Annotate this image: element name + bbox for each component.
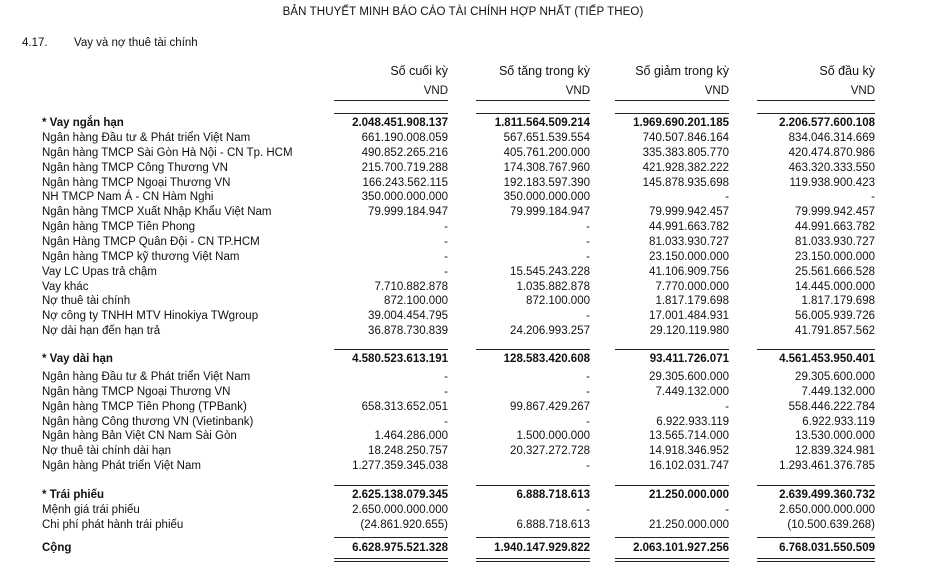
column-header-row: [0, 64, 926, 78]
cell-value: -: [444, 386, 448, 398]
table-row: [0, 400, 926, 414]
table-row: [0, 503, 926, 517]
cell-value: 79.999.942.457: [649, 206, 729, 218]
cell-value: 6.922.933.119: [656, 416, 729, 428]
cell-value: (10.500.639.268): [787, 519, 875, 531]
column-header: Số tăng trong kỳ: [498, 64, 590, 78]
total-double-rule: [615, 561, 729, 562]
table-row: [0, 280, 926, 294]
table-row: [0, 309, 926, 323]
total-double-rule: [334, 558, 448, 559]
cell-value: 23.150.000.000: [649, 251, 729, 263]
cell-value: 145.878.935.698: [642, 177, 729, 189]
cell-value: 740.507.846.164: [642, 132, 729, 144]
cell-value: 12.839.324.981: [795, 445, 875, 457]
cell-value: 872.100.000: [384, 295, 448, 307]
table-row: [0, 415, 926, 429]
table-row-label: Nợ dài hạn đến hạn trả: [42, 325, 161, 337]
total-double-rule: [757, 558, 875, 559]
cell-value: 6.922.933.119: [802, 416, 875, 428]
cell-value: 13.530.000.000: [795, 430, 875, 442]
table-row: [0, 146, 926, 160]
cell-value: 21.250.000.000: [649, 519, 729, 531]
group-top-rule: [334, 113, 448, 114]
table-row-label: Ngân hàng TMCP Xuất Nhập Khẩu Việt Nam: [42, 206, 272, 218]
total-double-rule: [334, 561, 448, 562]
cell-value: 420.474.870.986: [788, 147, 875, 159]
cell-value: 7.710.882.878: [374, 281, 448, 293]
table-row: [0, 294, 926, 308]
group-total-row: [0, 116, 926, 130]
header-underline: [615, 100, 729, 101]
table-row-label: Nợ thuê tài chính: [42, 295, 131, 307]
cell-value: -: [586, 504, 590, 516]
cell-value: 36.878.730.839: [368, 325, 448, 337]
cell-value: -: [444, 266, 448, 278]
cell-value: 25.561.666.528: [795, 266, 875, 278]
cell-value: 18.248.250.757: [368, 445, 448, 457]
group-total-value: 21.250.000.000: [649, 489, 729, 501]
cell-value: 1.293.461.376.785: [779, 460, 875, 472]
cell-value: -: [586, 371, 590, 383]
cell-value: 1.035.882.878: [516, 281, 590, 293]
cell-value: -: [586, 310, 590, 322]
cell-value: 119.938.900.423: [789, 177, 875, 189]
group-total-row-label: * Vay ngắn hạn: [42, 117, 124, 129]
cell-value: 658.313.652.051: [361, 401, 448, 413]
group-total-value: 93.411.726.071: [649, 353, 729, 365]
cell-value: -: [586, 386, 590, 398]
cell-value: 13.565.714.000: [649, 430, 729, 442]
table-row: [0, 518, 926, 532]
cell-value: 558.446.222.784: [788, 401, 875, 413]
section-heading: [22, 37, 198, 49]
grand-total-value: 1.940.147.929.822: [494, 542, 590, 554]
cell-value: -: [586, 460, 590, 472]
cell-value: 99.867.429.267: [510, 401, 590, 413]
table-row: [0, 324, 926, 338]
cell-value: 1.817.179.698: [801, 295, 875, 307]
group-total-value: 1.969.690.201.185: [633, 117, 729, 129]
cell-value: -: [586, 416, 590, 428]
group-total-value: 2.625.138.079.345: [352, 489, 448, 501]
column-unit: VND: [704, 85, 729, 97]
cell-value: 463.320.333.550: [788, 162, 875, 174]
table-row: [0, 250, 926, 264]
cell-value: 79.999.942.457: [795, 206, 875, 218]
group-total-value: 4.561.453.950.401: [779, 353, 875, 365]
table-row-label: Vay khác: [42, 281, 89, 293]
cell-value: 174.308.767.960: [503, 162, 590, 174]
cell-value: 41.106.909.756: [649, 266, 729, 278]
header-underline: [334, 100, 448, 101]
cell-value: 14.445.000.000: [795, 281, 875, 293]
table-row-label: Ngân hàng TMCP Ngoại Thương VN: [42, 386, 231, 398]
total-double-rule: [476, 558, 590, 559]
cell-value: -: [444, 236, 448, 248]
cell-value: 20.327.272.728: [510, 445, 590, 457]
column-unit: VND: [565, 85, 590, 97]
total-double-rule: [615, 558, 729, 559]
cell-value: 17.001.484.931: [649, 310, 729, 322]
table-row-label: Mệnh giá trái phiếu: [42, 504, 140, 516]
cell-value: -: [444, 416, 448, 428]
group-total-value: 4.580.523.613.191: [352, 353, 448, 365]
table-row: [0, 205, 926, 219]
cell-value: -: [871, 191, 875, 203]
total-top-rule: [615, 537, 729, 538]
total-top-rule: [757, 537, 875, 538]
cell-value: 834.046.314.669: [788, 132, 875, 144]
total-double-rule: [476, 561, 590, 562]
group-total-value: 2.206.577.600.108: [779, 117, 875, 129]
table-row: [0, 265, 926, 279]
table-row-label: Ngân hàng Bản Việt CN Nam Sài Gòn: [42, 430, 237, 442]
table-row: [0, 131, 926, 145]
cell-value: 15.545.243.228: [510, 266, 590, 278]
cell-value: 421.928.382.222: [642, 162, 729, 174]
table-row-label: Ngân hàng TMCP kỹ thương Việt Nam: [42, 251, 240, 263]
cell-value: 872.100.000: [526, 295, 590, 307]
group-top-rule: [615, 485, 729, 486]
group-total-value: 6.888.718.613: [516, 489, 590, 501]
cell-value: 335.383.805.770: [642, 147, 729, 159]
cell-value: -: [444, 371, 448, 383]
total-top-rule: [476, 537, 590, 538]
table-row: [0, 370, 926, 384]
cell-value: -: [586, 251, 590, 263]
unit-row: [0, 84, 926, 98]
cell-value: 29.120.119.980: [649, 325, 729, 337]
cell-value: 1.817.179.698: [655, 295, 729, 307]
grand-total-value: 6.628.975.521.328: [352, 542, 448, 554]
table-row-label: Ngân hàng TMCP Tiên Phong (TPBank): [42, 401, 247, 413]
group-top-rule: [757, 485, 875, 486]
group-top-rule: [615, 349, 729, 350]
cell-value: 16.102.031.747: [649, 460, 729, 472]
group-top-rule: [334, 485, 448, 486]
table-row-label: Ngân hàng TMCP Ngoại Thương VN: [42, 177, 231, 189]
cell-value: 7.449.132.000: [801, 386, 875, 398]
cell-value: 56.005.939.726: [795, 310, 875, 322]
table-row-label: NH TMCP Nam Á - CN Hàm Nghi: [42, 191, 214, 203]
table-row: [0, 385, 926, 399]
column-header: Số giảm trong kỳ: [635, 64, 729, 78]
group-total-value: 2.048.451.908.137: [352, 117, 448, 129]
cell-value: 1.277.359.345.038: [352, 460, 448, 472]
grand-total-row: [0, 541, 926, 555]
cell-value: 1.464.286.000: [374, 430, 448, 442]
cell-value: -: [725, 401, 729, 413]
grand-total-row-label: Cộng: [42, 542, 72, 554]
table-row: [0, 235, 926, 249]
table-row-label: Ngân hàng Đầu tư & Phát triển Việt Nam: [42, 371, 251, 383]
cell-value: -: [725, 504, 729, 516]
cell-value: 2.650.000.000.000: [779, 504, 875, 516]
group-total-row: [0, 488, 926, 502]
group-top-rule: [757, 349, 875, 350]
column-header: Số đầu kỳ: [819, 64, 875, 78]
cell-value: 81.033.930.727: [649, 236, 729, 248]
table-row: [0, 161, 926, 175]
total-top-rule: [334, 537, 448, 538]
column-unit: VND: [423, 85, 448, 97]
cell-value: -: [586, 221, 590, 233]
cell-value: 166.243.562.115: [362, 177, 448, 189]
table-row: [0, 220, 926, 234]
column-unit: VND: [850, 85, 875, 97]
group-total-row-label: * Vay dài hạn: [42, 353, 113, 365]
cell-value: 661.190.008.059: [361, 132, 448, 144]
total-double-rule: [757, 561, 875, 562]
table-row-label: Nợ thuê tài chính dài hạn: [42, 445, 172, 457]
table-row-label: Ngân hàng Công thương VN (Vietinbank): [42, 416, 254, 428]
cell-value: -: [444, 221, 448, 233]
group-top-rule: [476, 113, 590, 114]
cell-value: (24.861.920.655): [360, 519, 448, 531]
cell-value: 215.700.719.288: [361, 162, 448, 174]
cell-value: 79.999.184.947: [510, 206, 590, 218]
table-row: [0, 190, 926, 204]
cell-value: -: [586, 236, 590, 248]
group-top-rule: [615, 113, 729, 114]
cell-value: 29.305.600.000: [649, 371, 729, 383]
cell-value: 7.770.000.000: [655, 281, 729, 293]
cell-value: -: [444, 251, 448, 263]
cell-value: 39.004.454.795: [368, 310, 448, 322]
column-header: Số cuối kỳ: [390, 64, 448, 78]
group-top-rule: [334, 349, 448, 350]
cell-value: 490.852.265.216: [361, 147, 448, 159]
table-row: [0, 176, 926, 190]
cell-value: -: [725, 191, 729, 203]
cell-value: 350.000.000.000: [503, 191, 590, 203]
header-underline: [476, 100, 590, 101]
group-total-row: [0, 352, 926, 366]
grand-total-value: 2.063.101.927.256: [633, 542, 729, 554]
cell-value: 23.150.000.000: [795, 251, 875, 263]
cell-value: 1.500.000.000: [516, 430, 590, 442]
table-row-label: Ngân hàng TMCP Tiên Phong: [42, 221, 196, 233]
cell-value: 14.918.346.952: [649, 445, 729, 457]
table-row-label: Nợ công ty TNHH MTV Hinokiya TWgroup: [42, 310, 259, 322]
group-total-value: 2.639.499.360.732: [779, 489, 875, 501]
cell-value: 192.183.597.390: [503, 177, 590, 189]
cell-value: 2.650.000.000.000: [352, 504, 448, 516]
group-top-rule: [757, 113, 875, 114]
table-row: [0, 444, 926, 458]
cell-value: 24.206.993.257: [510, 325, 590, 337]
table-row-label: Ngân hàng Phát triển Việt Nam: [42, 460, 201, 472]
group-top-rule: [476, 349, 590, 350]
cell-value: 29.305.600.000: [795, 371, 875, 383]
header-underline: [757, 100, 875, 101]
table-row: [0, 459, 926, 473]
group-top-rule: [476, 485, 590, 486]
table-row: [0, 429, 926, 443]
cell-value: 79.999.184.947: [368, 206, 448, 218]
cell-value: 567.651.539.554: [503, 132, 590, 144]
grand-total-value: 6.768.031.550.509: [779, 542, 875, 554]
cell-value: 41.791.857.562: [795, 325, 875, 337]
cell-value: 350.000.000.000: [361, 191, 448, 203]
table-row-label: Vay LC Upas trả chậm: [42, 266, 157, 278]
group-total-row-label: * Trái phiếu: [42, 489, 104, 501]
section-title: Vay và nợ thuê tài chính: [74, 37, 198, 49]
group-total-value: 1.811.564.509.214: [494, 117, 590, 129]
cell-value: 81.033.930.727: [795, 236, 875, 248]
cell-value: 44.991.663.782: [649, 221, 729, 233]
table-row-label: Ngân hàng TMCP Công Thương VN: [42, 162, 228, 174]
table-row-label: Ngân Hàng TMCP Quân Đội - CN TP.HCM: [42, 236, 260, 248]
cell-value: 405.761.200.000: [503, 147, 590, 159]
section-number: 4.17.: [22, 37, 48, 49]
table-row-label: Chi phí phát hành trái phiếu: [42, 519, 184, 531]
cell-value: 44.991.663.782: [795, 221, 875, 233]
group-total-value: 128.583.420.608: [503, 353, 590, 365]
table-row-label: Ngân hàng Đầu tư & Phát triển Việt Nam: [42, 132, 251, 144]
cell-value: 6.888.718.613: [516, 519, 590, 531]
cell-value: 7.449.132.000: [655, 386, 729, 398]
page-title: BẢN THUYẾT MINH BÁO CÁO TÀI CHÍNH HỢP NHẤT (TIẾP THEO): [282, 6, 644, 18]
table-row-label: Ngân hàng TMCP Sài Gòn Hà Nội - CN Tp. HCM: [42, 147, 293, 159]
